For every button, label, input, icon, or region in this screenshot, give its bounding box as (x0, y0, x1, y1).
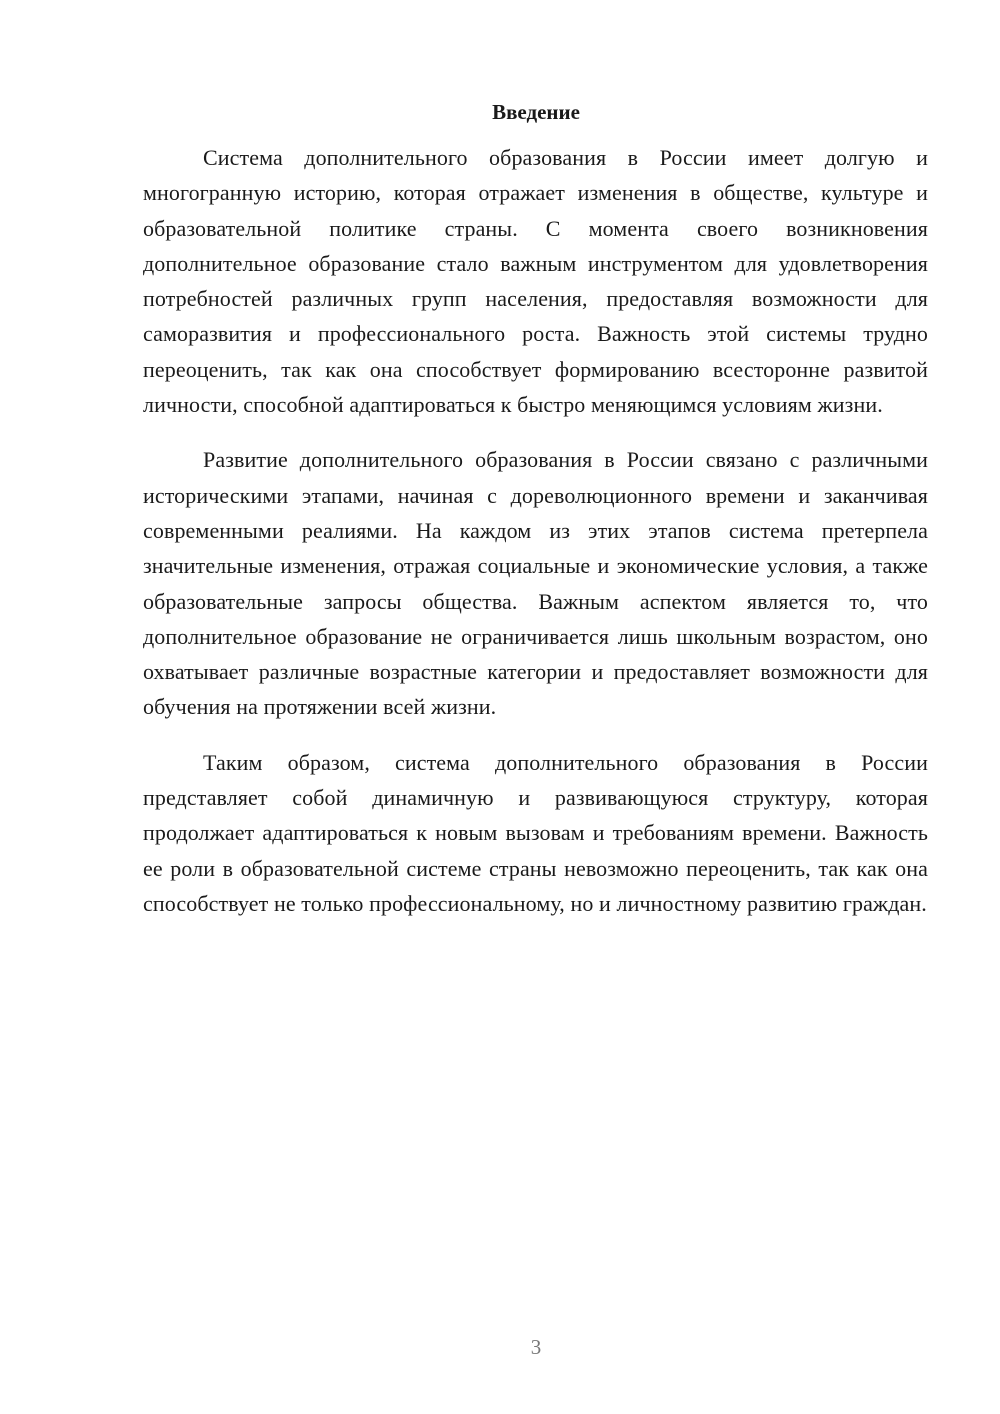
paragraph-3: Таким образом, система дополнительного образования в России представляет собой динамичную и развивающуюся структуру, которая продолжает адаптироваться к новым вызовам и требованиям времени. Важность ее роли в образовательной системе страны невозможно переоценить, так как она способствует не только профессиональному, но и личностному развитию граждан. (143, 749, 928, 916)
page-title: Введение (492, 100, 580, 124)
body-text (143, 140, 928, 941)
paragraph-1: Система дополнительного образования в России имеет долгую и многогранную историю, которая отражает изменения в обществе, культуре и образовательной политике страны. С момента своего возникновения дополнительное образование стало важным инструментом для удовлетворения потребностей различных групп населения, предоставляя возможности для саморазвития и профессионального роста. Важность этой системы трудно переоценить, так как она способствует формированию всесторонне развитой личности, способной адаптироваться к быстро меняющимся условиям жизни. (143, 145, 928, 418)
paragraph-2: Развитие дополнительного образования в России связано с различными историческими этапами, начиная с дореволюционного времени и заканчивая современными реалиями. На каждом из этих этапов система претерпела значительные изменения, отражая социальные и экономические условия, а также образовательные запросы общества. Важным аспектом является то, что дополнительное образование не ограничивается лишь школьным возрастом, оно охватывает различные возрастные категории и предоставляет возможности для обучения на протяжении всей жизни. (143, 447, 928, 720)
page-number: 3 (530, 1335, 542, 1359)
